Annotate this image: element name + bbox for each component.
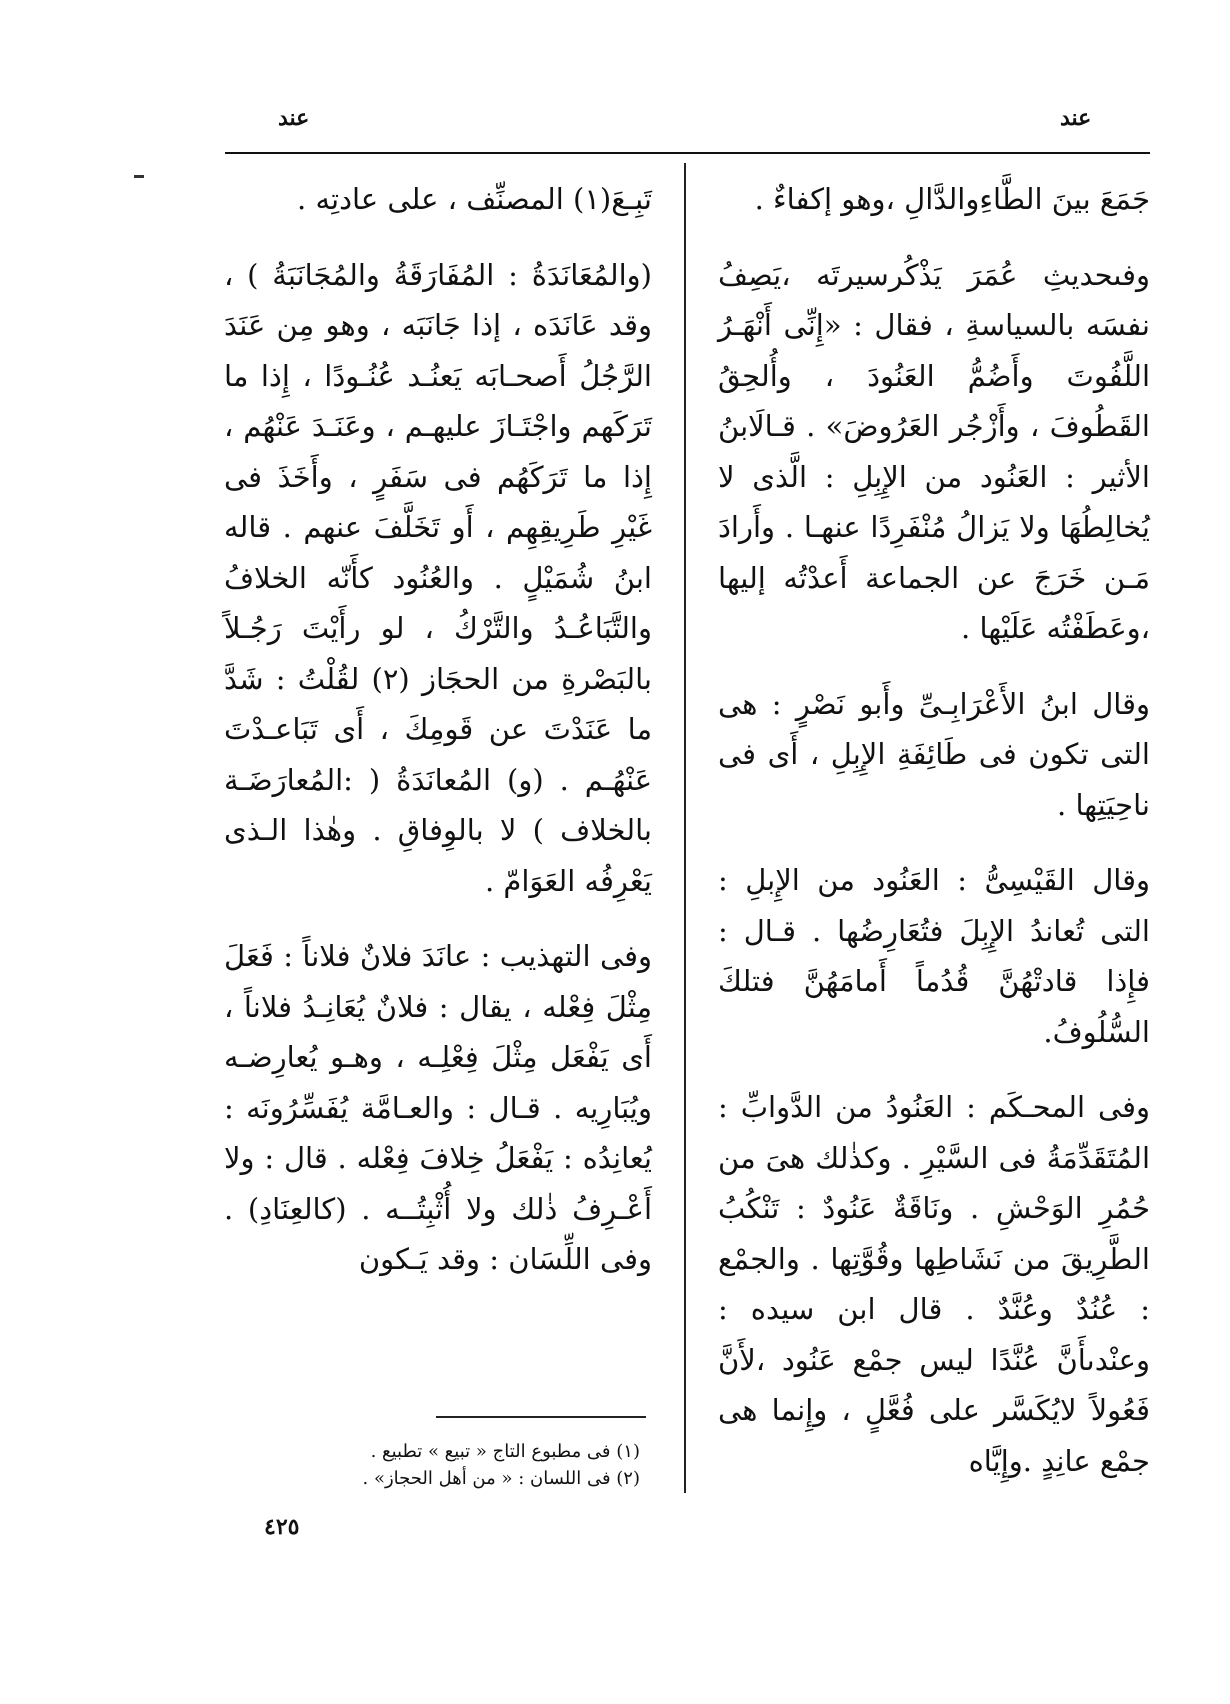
left-paragraph-3: وفى التهذيب : عانَدَ فلانٌ فلاناً : فَعَلَ مِثْلَ فِعْله ، يقال : فلانٌ يُعَانِـدُ فلاناً ، أَى يَفْعَل مِثْلَ فِعْلِـه ، وهـو يُعارِضـه ويُبَارِيه . قـال : والعـامَّة يُفَسِّرُونَه : يُعانِدُه : يَفْعَلُ خِلافَ فِعْله . قال : ولا أَعْـرِفُ ذٰلك ولا أُثْبِتُــه . (كالعِنَادِ) . وفى اللِّسَان : وقد يَـكون	[224, 939, 652, 1276]
footnotes	[300, 1438, 640, 1492]
footnote-2: (٢) فى اللسان : « من أهل الحجاز» .	[362, 1468, 640, 1489]
header-keyword-left: عند	[278, 105, 310, 131]
right-paragraph-3: وقال ابنُ الأَعْرَابِـىِّ وأَبو نَصْرٍ : هى التى تكون فى طَائِفَةِ الإِبِلِ ، أَى فى ناحِيَتِها .	[718, 686, 1150, 822]
right-paragraph-1: جَمَعَ بينَ الطَّاءِوالدَّالِ ،وهو إكفاءٌ .	[754, 182, 1150, 216]
right-paragraph-4: وقال القَيْسِىُّ : العَنُود من الإِبلِ : التى تُعاندُ الإِبِلَ فتُعَارِضُها . قـال : فإِذا قادتْهُنَّ قُدُماً أَمامَهُنَّ فتلكَ السُّلُوفُ.	[718, 863, 1150, 1049]
right-paragraph-5: وفى المحـكَم : العَنُودُ من الدَّوابِّ : المُتَقَدِّمَةُ فى السَّيْرِ . وكذٰلك هىَ من حُمُرِ الوَحْشِ . ونَاقَةٌ عَنُودٌ : تَنْكُبُ الطَّرِيقَ من نَشَاطِها وقُوَّتِها . والجمْع : عُنُدٌ وعُنَّدٌ . قال ابن سيده : وعنْدىأَنَّ عُنَّدًا ليس جمْع عَنُود ،لأَنَّ فَعُولاً لايُكَسَّر على فُعَّلٍ ، وإِنما هى جمْع عانِدٍ .وإِيَّاه	[718, 1090, 1150, 1478]
right-paragraph-2: وفىحديثِ عُمَرَ يَذْكُرسيرتَه ،يَصِفُ نفسَه بالسياسةِ ، فقال : «إِنِّى أَنْهَـرُ اللَّفُوتَ وأَضُمُّ العَنُودَ ، وأُلحِقُ القَطُوفَ ، وأَزْجُر العَرُوضَ» . قـالَابنُ الأثير : العَنُود من الإِبِلِ : الَّذى لا يُخالِطُهَا ولا يَزالُ مُنْفَرِدًا عنهـا . وأَرادَ مَـن خَرَجَ عن الجماعة أَعدْتُه إليها ،وعَطَفْتُه عَلَيْها .	[718, 257, 1150, 645]
page-number: ٤٢٥	[264, 1514, 300, 1540]
left-text-column	[224, 174, 652, 1285]
footnote-rule	[436, 1416, 646, 1418]
header-rule	[225, 152, 1150, 154]
left-paragraph-2: (والمُعَانَدَةُ : المُفَارَقَةُ والمُجَانَبَةُ ) ، وقد عَانَدَه ، إذا جَانَبَه ، وهو مِن عَنَدَ الرَّجُلُ أَصحـابَه يَعنُـد عُنُـودًا ، إِذا ما تَرَكَهم واجْتَـازَ عليهـم ، وعَنَـدَ عَنْهُم ، إِذا ما تَرَكَهُم فى سَفَرٍ ، وأَخَذَ فى غَيْرِ طَرِيقِهِم ، أَو تَخَلَّفَ عنهم . قاله ابنُ شُمَيْلٍ . والعُنُود كأَنّه الخلافُ والتَّبَاعُـدُ والتَّرْكُ ، لو رأَيْتَ رَجُـلاً بالبَصْرةِ من الحجَاز (٢) لقُلْتُ : شَدَّ ما عَنَدْتَ عن قَومِكَ ، أَى تَبَاعـدْتَ عَنْهُـم . (و) المُعانَدَةُ ( :المُعارَضَـة بالخلاف ) لا بالوِفاقِ . وهٰذا الـذى يَعْرِفُه العَوَامّ .	[224, 257, 653, 898]
footnote-1: (١) فى مطبوع التاج « تبيع » تطبيع .	[370, 1441, 640, 1462]
right-text-column	[718, 174, 1150, 1486]
header-keyword-right: عند	[1060, 105, 1092, 131]
margin-mark	[134, 175, 144, 178]
left-paragraph-1: تَبِـعَ(١) المصنِّف ، على عادتِه .	[297, 182, 652, 216]
column-divider	[684, 163, 686, 1493]
